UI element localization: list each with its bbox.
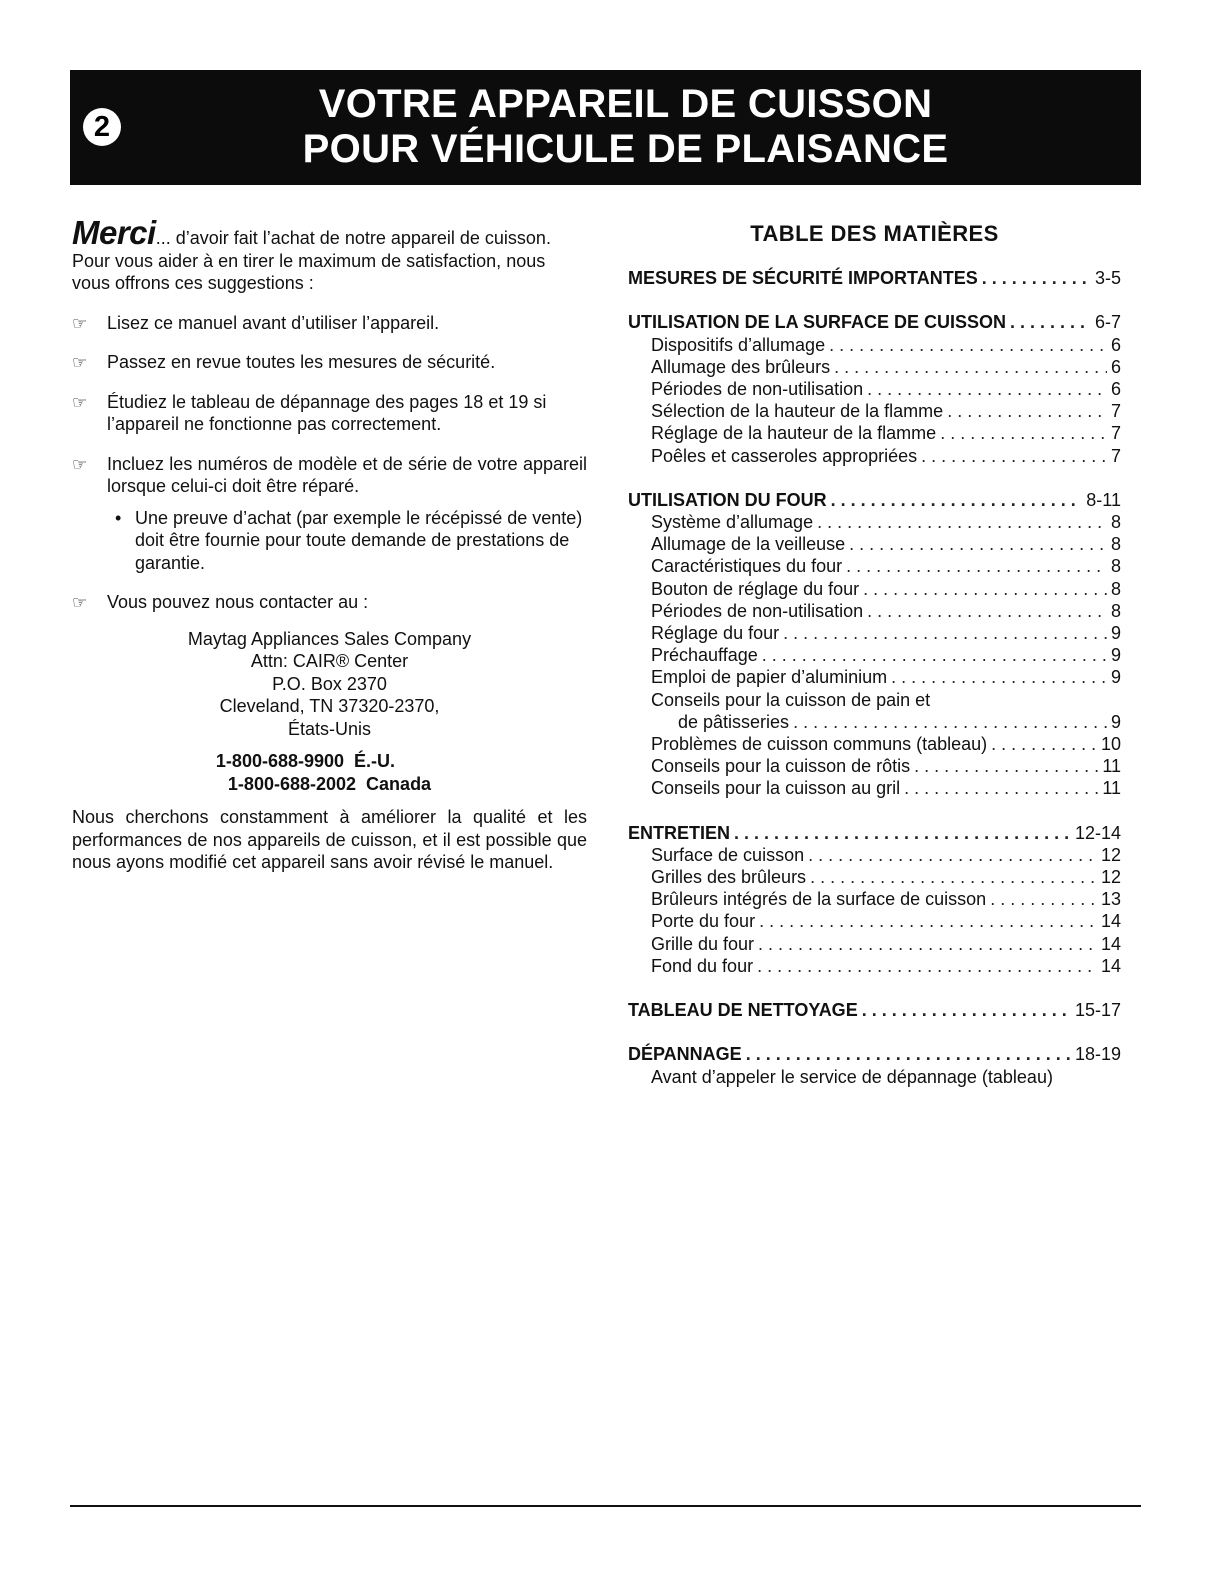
phone-number: 1-800-688-9900 (215, 751, 345, 771)
leader-dots (867, 600, 1107, 622)
toc-page: 14 (1100, 911, 1121, 932)
pointing-hand-icon: ☞ (72, 353, 88, 372)
phone-canada (72, 773, 587, 796)
leader-dots (1010, 311, 1091, 333)
toc-heading-label: TABLEAU DE NETTOYAGE (628, 1000, 858, 1021)
toc-title: TABLE DES MATIÈRES (750, 221, 999, 246)
toc-page: 13 (1100, 889, 1121, 910)
toc-page: 7 (1110, 401, 1121, 422)
leader-dots (817, 511, 1107, 533)
suggestion-text: Étudiez le tableau de dépannage des pages 18 et 19 si l’appareil ne fonctionne pas correctement. (107, 391, 547, 434)
toc-page: 15-17 (1074, 1000, 1121, 1021)
merci-heading: Merci (72, 214, 156, 251)
toc-entry (628, 445, 1121, 467)
leader-dots (808, 844, 1097, 866)
toc-page: 9 (1110, 623, 1121, 644)
toc-entry (628, 777, 1121, 799)
section-banner (70, 70, 1141, 185)
toc-page: 8 (1110, 512, 1121, 533)
phone-us (72, 750, 587, 773)
toc-entry-label: Grilles des brûleurs (651, 867, 807, 888)
leader-dots (904, 777, 1098, 799)
leader-dots (947, 400, 1107, 422)
toc-entry-label: Grille du four (651, 933, 755, 954)
toc-entry-label: Système d’allumage (651, 512, 814, 533)
suggestion-item (72, 312, 587, 335)
toc-page: 6 (1110, 334, 1121, 355)
toc-entry-label: Allumage de la veilleuse (651, 534, 846, 555)
table-of-contents (628, 222, 1121, 1110)
address-line: Attn: CAIR® Center (250, 651, 409, 671)
toc-page: 7 (1110, 445, 1121, 466)
suggestion-text: Vous pouvez nous contacter au : (107, 592, 369, 612)
toc-page: 14 (1100, 933, 1121, 954)
toc-entry (628, 955, 1121, 977)
page-title-line1: VOTRE APPAREIL DE CUISSON (318, 82, 933, 126)
toc-entry (628, 733, 1121, 755)
toc-page: 9 (1110, 645, 1121, 666)
leader-dots (940, 422, 1107, 444)
toc-page: 6 (1110, 356, 1121, 377)
toc-entry-label: Réglage du four (651, 623, 780, 644)
phone-number: 1-800-688-2002 (227, 773, 357, 794)
toc-page: 14 (1100, 955, 1121, 976)
toc-entry-label: Fond du four (651, 955, 754, 976)
leader-dots (862, 999, 1071, 1021)
suggestion-text: Lisez ce manuel avant d’utiliser l’appareil. (107, 312, 440, 333)
toc-entry (628, 888, 1121, 910)
bullet-dot-icon: • (115, 507, 122, 528)
toc-heading (628, 489, 1121, 511)
toc-entry (628, 622, 1121, 644)
leader-dots (921, 445, 1107, 467)
toc-entry (628, 578, 1121, 600)
leader-dots (867, 378, 1107, 400)
toc-entry-label: Avant d’appeler le service de dépannage (tableau) (651, 1066, 1053, 1087)
toc-entry-label: Surface de cuisson (651, 844, 805, 865)
leader-dots (746, 1043, 1071, 1065)
toc-section (628, 267, 1121, 289)
toc-section (628, 999, 1121, 1021)
leader-dots (891, 666, 1107, 688)
leader-dots (849, 533, 1107, 555)
suggestion-item (72, 351, 587, 374)
leader-dots (759, 910, 1097, 932)
leader-dots (829, 334, 1107, 356)
toc-page: 3-5 (1094, 268, 1121, 289)
toc-entry-label: Conseils pour la cuisson de pain et (651, 689, 931, 710)
toc-heading-label: MESURES DE SÉCURITÉ IMPORTANTES (628, 268, 978, 289)
toc-entry (628, 600, 1121, 622)
toc-entry-label: Dispositifs d’allumage (651, 334, 826, 355)
toc-entry-label: de pâtisseries (678, 711, 790, 732)
toc-heading (628, 999, 1121, 1021)
toc-entry (628, 533, 1121, 555)
leader-dots (793, 711, 1107, 733)
toc-entry-label: Bouton de réglage du four (651, 578, 860, 599)
toc-heading (628, 1043, 1121, 1065)
toc-entry-label: Préchauffage (651, 645, 758, 666)
pointing-hand-icon: ☞ (72, 313, 88, 333)
toc-entry (628, 356, 1121, 378)
toc-entry (628, 711, 1121, 733)
leader-dots (846, 555, 1107, 577)
phone-region: Canada (366, 773, 432, 794)
toc-entry-label: Brûleurs intégrés de la surface de cuisson (651, 889, 987, 910)
address-line: P.O. Box 2370 (272, 673, 387, 694)
closing-paragraph: Nous cherchons constamment à améliorer la qualité et les performances de nos appareils de cuisson, et il est possible que nous ayons modifié cet appareil sans avoir révisé le manuel. (72, 807, 587, 872)
leader-dots (734, 822, 1071, 844)
toc-entry-label: Conseils pour la cuisson au gril (651, 778, 901, 799)
toc-heading-label: DÉPANNAGE (628, 1044, 742, 1065)
footer-divider (70, 1505, 1141, 1507)
toc-entry-label: Allumage des brûleurs (651, 356, 831, 377)
toc-page: 11 (1102, 778, 1121, 799)
toc-page: 6 (1110, 379, 1121, 400)
toc-page: 6-7 (1094, 312, 1121, 333)
toc-entry-label: Sélection de la hauteur de la flamme (651, 401, 944, 422)
toc-entry-label: Réglage de la hauteur de la flamme (651, 423, 937, 444)
toc-page: 8-11 (1086, 489, 1121, 510)
toc-entry (628, 910, 1121, 932)
toc-page: 18-19 (1074, 1044, 1121, 1065)
toc-heading-label: ENTRETIEN (628, 822, 731, 843)
toc-entry (628, 422, 1121, 444)
mailing-address (72, 628, 587, 741)
leader-dots (834, 356, 1107, 378)
intro-column (72, 214, 587, 892)
toc-page: 12 (1100, 867, 1121, 888)
toc-entry (628, 555, 1121, 577)
leader-dots (762, 644, 1107, 666)
toc-section (628, 822, 1121, 977)
toc-entry (628, 866, 1121, 888)
leader-dots (863, 578, 1107, 600)
toc-heading-label: UTILISATION DE LA SURFACE DE CUISSON (628, 312, 1007, 333)
bullet-item (72, 507, 587, 575)
suggestion-text: Incluez les numéros de modèle et de série de votre appareil lorsque celui-ci doit être réparé. (107, 453, 587, 496)
leader-dots (991, 733, 1097, 755)
suggestion-text: Passez en revue toutes les mesures de sécurité. (107, 352, 496, 372)
toc-page: 8 (1110, 534, 1121, 555)
address-line: Cleveland, TN 37320-2370, (219, 696, 440, 716)
toc-section (628, 1043, 1121, 1087)
toc-page: 9 (1110, 667, 1121, 688)
toc-page: 7 (1110, 423, 1121, 444)
page-title-line2: POUR VÉHICULE DE PLAISANCE (302, 127, 949, 171)
toc-page: 8 (1110, 556, 1121, 577)
toc-entry (628, 755, 1121, 777)
intro-text: ... d’avoir fait l’achat de notre appareil de cuisson. Pour vous aider à en tirer le maximum de satisfaction, nous vous offrons ces suggestions : (72, 228, 551, 293)
toc-entry-label: Conseils pour la cuisson de rôtis (651, 756, 911, 777)
toc-page: 12 (1100, 844, 1121, 865)
toc-heading (628, 822, 1121, 844)
toc-section (628, 489, 1121, 800)
toc-entry-label: Problèmes de cuisson communs (tableau) (651, 734, 988, 755)
leader-dots (982, 267, 1091, 289)
toc-page: 10 (1100, 734, 1121, 755)
toc-section (628, 311, 1121, 466)
toc-entry-label: Porte du four (651, 911, 756, 932)
toc-entry-label: Emploi de papier d’aluminium (651, 667, 888, 688)
page-title (70, 82, 1141, 172)
toc-heading (628, 267, 1121, 289)
toc-page: 8 (1110, 578, 1121, 599)
pointing-hand-icon: ☞ (72, 454, 88, 474)
suggestion-item (72, 453, 587, 498)
leader-dots (757, 955, 1097, 977)
toc-entry (628, 511, 1121, 533)
address-line: États-Unis (287, 718, 372, 739)
toc-entry-label: Périodes de non-utilisation (651, 379, 864, 400)
leader-dots (831, 489, 1083, 511)
suggestion-item (72, 591, 587, 614)
toc-entry-label: Périodes de non-utilisation (651, 600, 864, 621)
toc-heading (628, 311, 1121, 333)
leader-dots (758, 933, 1097, 955)
intro-paragraph (72, 214, 587, 295)
leader-dots (810, 866, 1097, 888)
toc-page: 8 (1110, 600, 1121, 621)
toc-entry (628, 378, 1121, 400)
pointing-hand-icon: ☞ (72, 392, 88, 412)
toc-page: 11 (1102, 756, 1121, 777)
pointing-hand-icon: ☞ (72, 593, 88, 612)
suggestion-item (72, 391, 587, 436)
toc-entry (628, 933, 1121, 955)
leader-dots (783, 622, 1107, 644)
toc-entry (628, 334, 1121, 356)
toc-entry (628, 844, 1121, 866)
toc-entry (628, 1066, 1121, 1088)
toc-entry (628, 644, 1121, 666)
section-number-badge: 2 (83, 108, 121, 146)
phone-numbers (72, 750, 587, 795)
toc-heading-label: UTILISATION DU FOUR (628, 489, 827, 510)
toc-entry-label: Caractéristiques du four (651, 556, 843, 577)
toc-page: 9 (1110, 711, 1121, 732)
bullet-text: Une preuve d’achat (par exemple le récépissé de vente) doit être fournie pour toute demande de prestations de garantie. (135, 507, 583, 573)
address-line: Maytag Appliances Sales Company (187, 628, 472, 649)
leader-dots (914, 755, 1098, 777)
toc-entry (628, 400, 1121, 422)
toc-entry-label: Poêles et casseroles appropriées (651, 445, 918, 466)
toc-page: 12-14 (1074, 822, 1121, 843)
phone-region: É.-U. (354, 751, 396, 771)
toc-entry (628, 666, 1121, 688)
leader-dots (990, 888, 1097, 910)
toc-entry (628, 689, 1121, 711)
